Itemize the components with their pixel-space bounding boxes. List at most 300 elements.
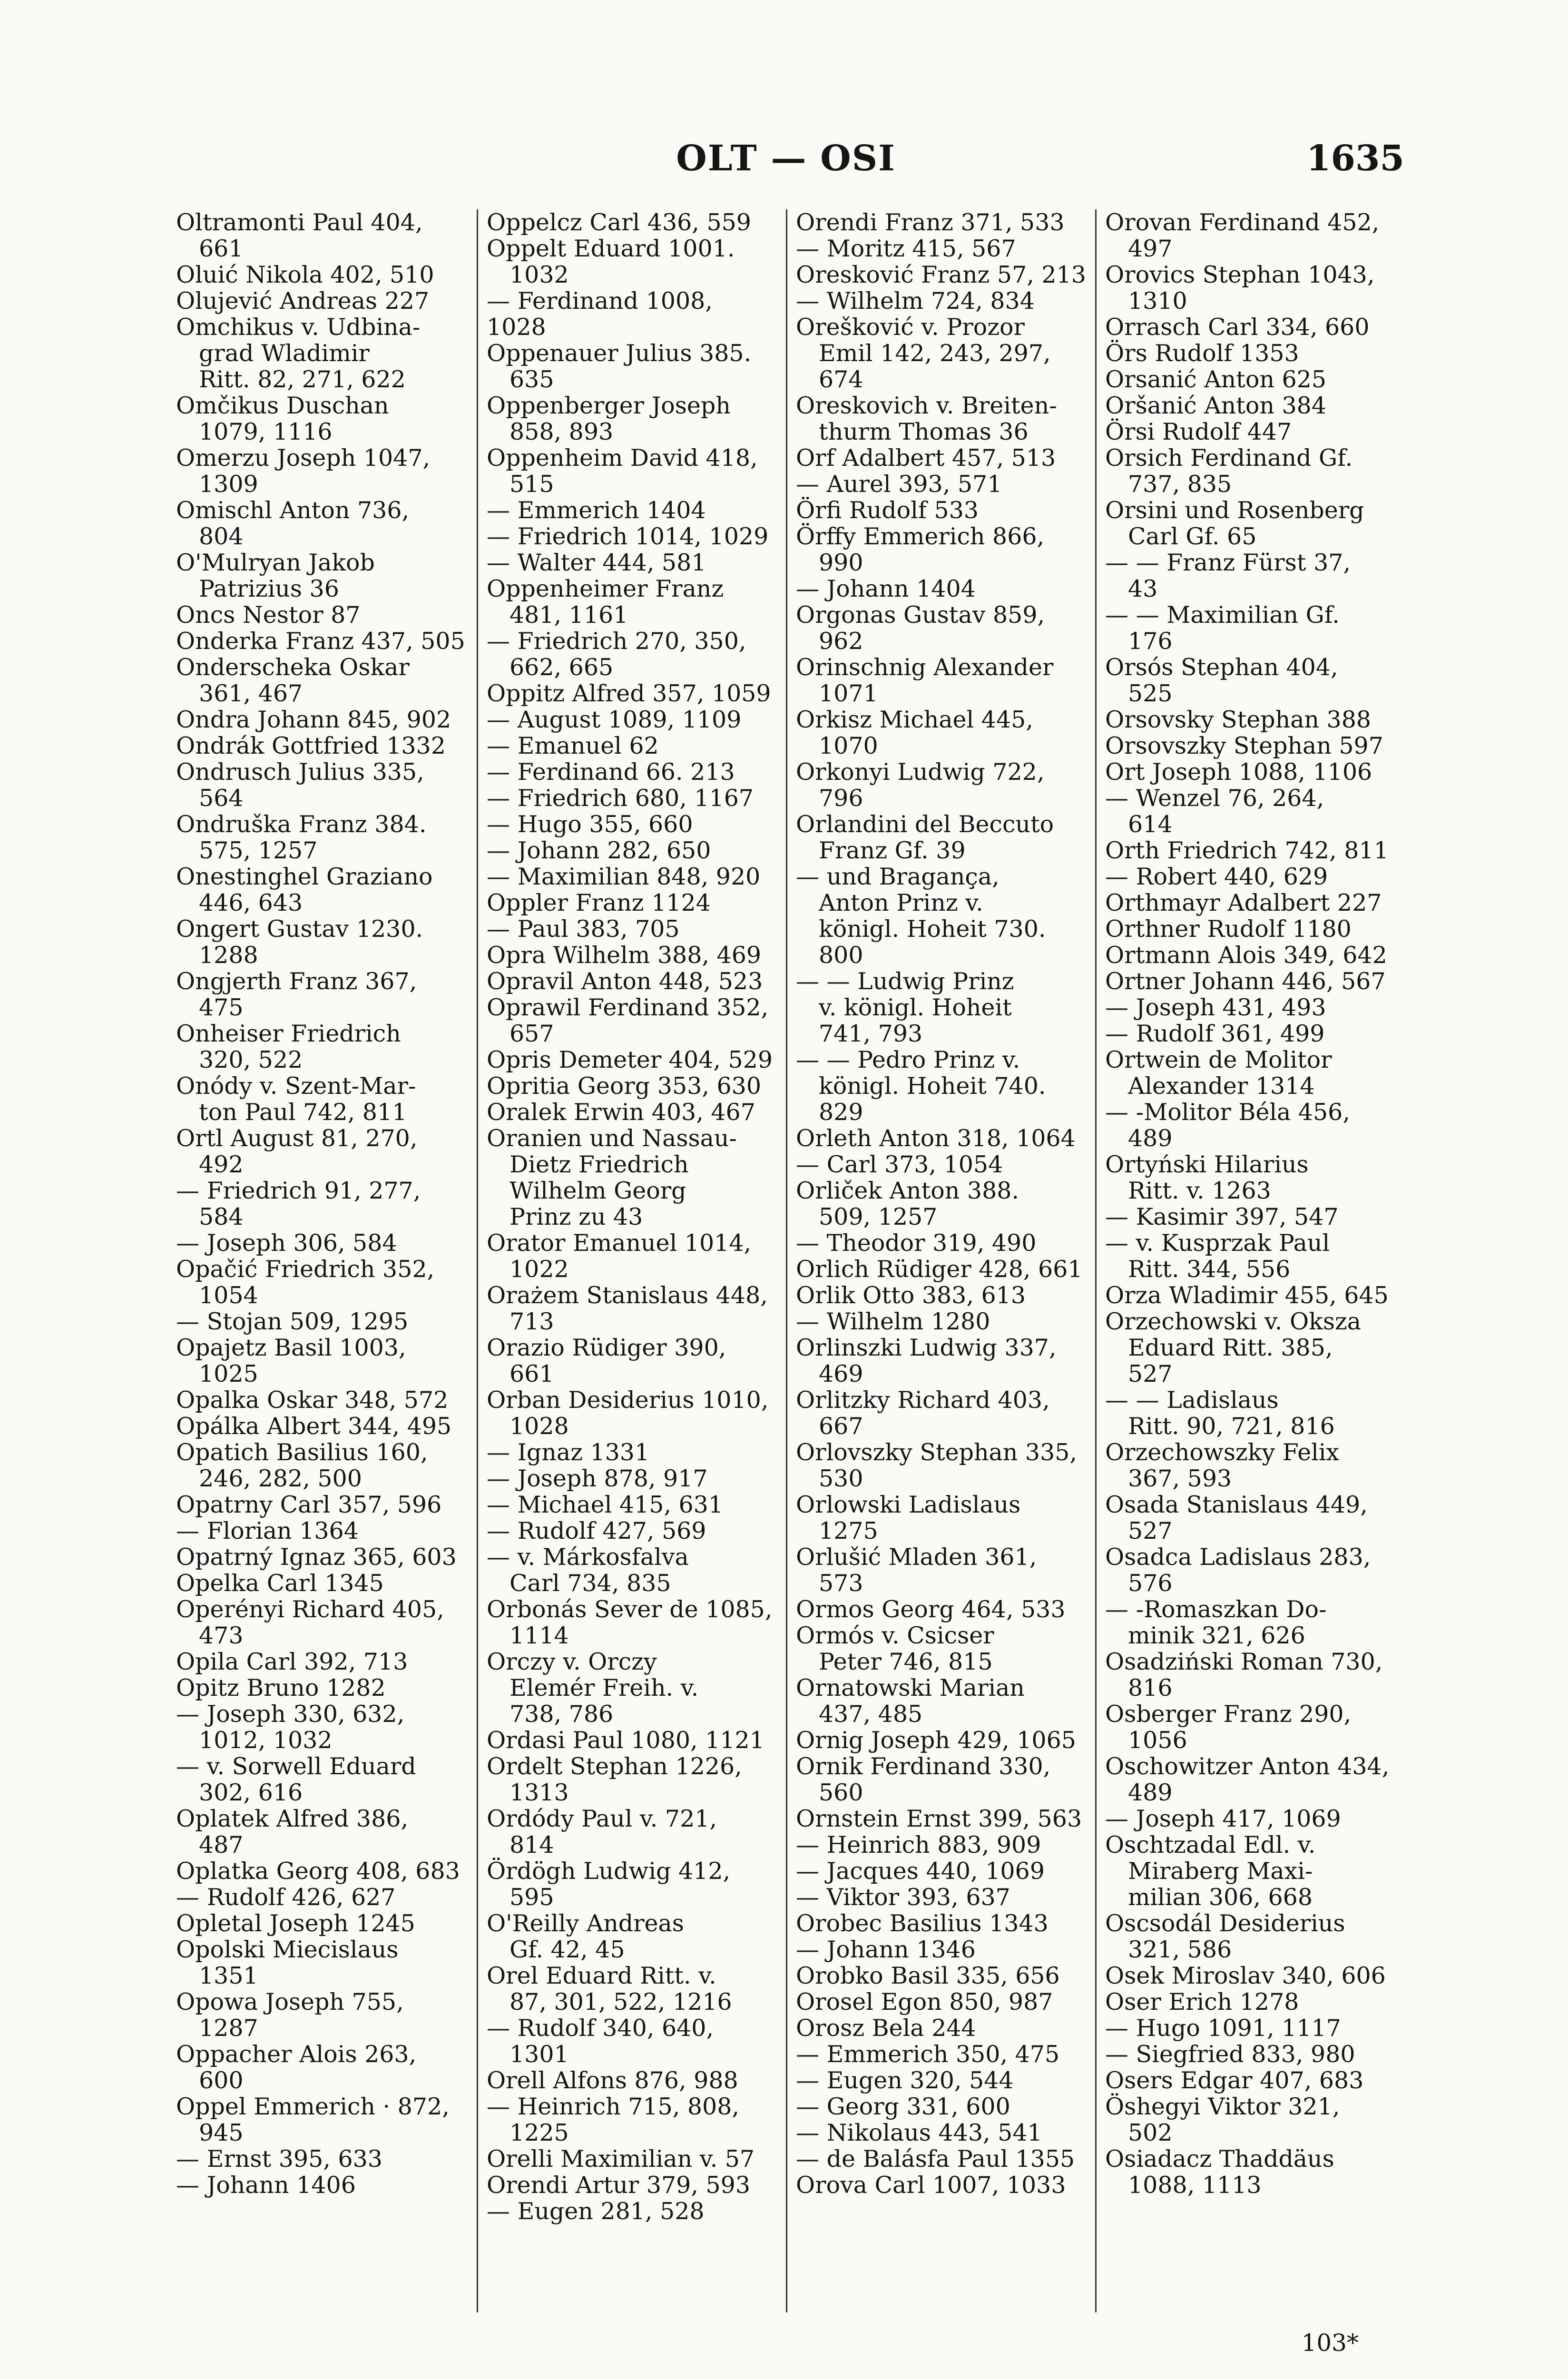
index-entry: 176 — [1128, 628, 1173, 655]
index-entry: — Joseph 330, 632, — [176, 1701, 405, 1728]
index-entry: 584 — [199, 1203, 244, 1230]
index-entry: Orliček Anton 388. — [796, 1177, 1019, 1204]
index-entry: Ördögh Ludwig 412, — [487, 1858, 731, 1885]
index-entry: Örsi Rudolf 447 — [1105, 418, 1292, 445]
index-entry: 527 — [1128, 1360, 1173, 1387]
index-entry: 1313 — [510, 1779, 569, 1806]
index-entry: 741, 793 — [819, 1020, 923, 1047]
index-entry: — Emmerich 350, 475 — [796, 2041, 1060, 2068]
index-entry: Oppenheimer Franz — [487, 575, 724, 602]
index-entry: Opálka Albert 344, 495 — [176, 1413, 452, 1440]
index-entry: Onheiser Friedrich — [176, 1020, 401, 1047]
index-entry: 87, 301, 522, 1216 — [510, 1988, 732, 2015]
index-entry: Oppenberger Joseph — [487, 392, 731, 419]
index-entry: — Ernst 395, 633 — [176, 2145, 382, 2173]
index-entry: 945 — [199, 2119, 244, 2146]
index-entry: Oncs Nestor 87 — [176, 601, 361, 629]
index-entry: Orrasch Carl 334, 660 — [1105, 314, 1370, 341]
index-entry: 1054 — [199, 1282, 258, 1309]
index-entry: Ornik Ferdinand 330, — [796, 1753, 1051, 1780]
index-entry: königl. Hoheit 740. — [819, 1072, 1046, 1100]
index-entry: 43 — [1128, 575, 1158, 602]
index-entry: Orthner Rudolf 1180 — [1105, 915, 1352, 943]
index-entry: 662, 665 — [510, 654, 614, 681]
index-entry: 804 — [199, 523, 244, 550]
index-entry: — Paul 383, 705 — [487, 915, 680, 943]
index-entry: 816 — [1128, 1674, 1173, 1701]
page-number: 1635 — [1306, 138, 1404, 179]
index-entry: 614 — [1128, 811, 1173, 838]
index-entry: Oralek Erwin 403, 467 — [487, 1099, 755, 1126]
index-entry: — -Molitor Béla 456, — [1105, 1099, 1350, 1126]
index-entry: — -Romaszkan Do- — [1105, 1596, 1327, 1623]
index-entry: Ortwein de Molitor — [1105, 1046, 1332, 1073]
index-entry: Orf Adalbert 457, 513 — [796, 444, 1056, 472]
index-entry: Oschtzadal Edl. v. — [1105, 1831, 1316, 1858]
index-entry: — Robert 440, 629 — [1105, 863, 1328, 890]
index-entry: — Rudolf 361, 499 — [1105, 1020, 1325, 1047]
index-entry: Alexander 1314 — [1128, 1072, 1315, 1100]
index-entry: Ordasi Paul 1080, 1121 — [487, 1727, 764, 1754]
index-entry: milian 306, 668 — [1128, 1884, 1313, 1911]
index-entry: Orovics Stephan 1043, — [1105, 261, 1375, 288]
index-entry: — Emanuel 62 — [487, 732, 659, 759]
index-entry: Orlandini del Beccuto — [796, 811, 1054, 838]
index-entry: — Johann 282, 650 — [487, 837, 711, 864]
index-entry: thurm Thomas 36 — [819, 418, 1029, 445]
index-entry: — Wilhelm 724, 834 — [796, 287, 1035, 315]
index-entry: Omchikus v. Udbina- — [176, 314, 421, 341]
index-entry: 573 — [819, 1570, 863, 1597]
index-entry: Oprawil Ferdinand 352, — [487, 994, 769, 1021]
index-entry: 564 — [199, 785, 244, 812]
index-entry: 575, 1257 — [199, 837, 318, 864]
index-entry: minik 321, 626 — [1128, 1622, 1305, 1649]
index-entry: 814 — [510, 1831, 554, 1858]
index-entry: — v. Sorwell Eduard — [176, 1753, 416, 1780]
index-entry: Onderscheka Oskar — [176, 654, 410, 681]
index-entry: Oplatek Alfred 386, — [176, 1805, 409, 1832]
index-entry: Orendi Franz 371, 533 — [796, 209, 1065, 236]
index-entry: 525 — [1128, 680, 1173, 707]
index-entry: Örs Rudolf 1353 — [1105, 340, 1299, 367]
index-entry: Oppelt Eduard 1001. — [487, 235, 735, 262]
index-entry: — Emmerich 1404 — [487, 497, 706, 524]
index-entry: Ort Joseph 1088, 1106 — [1105, 758, 1372, 786]
index-entry: — Maximilian 848, 920 — [487, 863, 761, 890]
index-entry: Ortyński Hilarius — [1105, 1151, 1309, 1178]
index-entry: Opelka Carl 1345 — [176, 1570, 384, 1597]
index-entry: Orlušić Mladen 361, — [796, 1543, 1037, 1571]
index-entry: — — Ladislaus — [1105, 1386, 1279, 1414]
index-entry: Orzechowszky Felix — [1105, 1439, 1340, 1466]
index-entry: — Viktor 393, 637 — [796, 1884, 1010, 1911]
index-entry: Örfi Rudolf 533 — [796, 497, 979, 524]
index-entry: Oluić Nikola 402, 510 — [176, 261, 434, 288]
index-entry: 530 — [819, 1465, 863, 1492]
index-entry: 489 — [1128, 1779, 1173, 1806]
index-entry: — Aurel 393, 571 — [796, 471, 1002, 498]
index-entry: 1079, 1116 — [199, 418, 333, 445]
index-entry: — Theodor 319, 490 — [796, 1229, 1037, 1257]
index-entry: — Wilhelm 1280 — [796, 1308, 990, 1335]
index-entry: Orsovsky Stephan 388 — [1105, 706, 1372, 733]
index-entry: Orova Carl 1007, 1033 — [796, 2172, 1066, 2199]
index-entry: Opolski Miecislaus — [176, 1936, 399, 1963]
index-entry: Orthmayr Adalbert 227 — [1105, 889, 1382, 916]
index-entry: Orgonas Gustav 859, — [796, 601, 1045, 629]
index-entry: Orczy v. Orczy — [487, 1648, 657, 1675]
index-entry: Opowa Joseph 755, — [176, 1988, 404, 2015]
index-entry: 595 — [510, 1884, 554, 1911]
index-entry: Ormos Georg 464, 533 — [796, 1596, 1066, 1623]
index-entry: 738, 786 — [510, 1701, 614, 1728]
index-entry: Ordódy Paul v. 721, — [487, 1805, 717, 1832]
index-entry: 1071 — [819, 680, 878, 707]
index-entry: Ortl August 81, 270, — [176, 1125, 418, 1152]
index-entry: Gf. 42, 45 — [510, 1936, 625, 1963]
index-entry: Osadziński Roman 730, — [1105, 1648, 1383, 1675]
index-entry: Orendi Artur 379, 593 — [487, 2172, 751, 2199]
index-entry: Orlich Rüdiger 428, 661 — [796, 1256, 1083, 1283]
index-entry: ton Paul 742, 811 — [199, 1099, 407, 1126]
index-entry: Örffy Emmerich 866, — [796, 523, 1045, 550]
index-entry: — Nikolaus 443, 541 — [796, 2119, 1042, 2146]
index-entry: Orobec Basilius 1343 — [796, 1910, 1049, 1937]
index-entry: — — Franz Fürst 37, — [1105, 549, 1351, 576]
index-entry: — Kasimir 397, 547 — [1105, 1203, 1339, 1230]
index-entry: — Friedrich 91, 277, — [176, 1177, 421, 1204]
index-entry: Opalka Oskar 348, 572 — [176, 1386, 449, 1414]
index-entry: — — Pedro Prinz v. — [796, 1046, 1020, 1073]
index-entry: — Johann 1406 — [176, 2172, 356, 2199]
index-entry: Orza Wladimir 455, 645 — [1105, 1282, 1389, 1309]
index-entry: Ortmann Alois 349, 642 — [1105, 942, 1387, 969]
index-entry: 1070 — [819, 732, 878, 759]
index-entry: königl. Hoheit 730. — [819, 915, 1046, 943]
index-entry: — Rudolf 426, 627 — [176, 1884, 396, 1911]
index-entry: 800 — [819, 942, 863, 969]
index-entry: Omischl Anton 736, — [176, 497, 410, 524]
index-entry: Wilhelm Georg — [510, 1177, 686, 1204]
index-entry: 829 — [819, 1099, 863, 1126]
index-entry: 560 — [819, 1779, 863, 1806]
index-entry: — Ferdinand 66. 213 — [487, 758, 735, 786]
index-entry: — Wenzel 76, 264, — [1105, 785, 1324, 812]
index-entry: Orleth Anton 318, 1064 — [796, 1125, 1076, 1152]
index-entry: Opris Demeter 404, 529 — [487, 1046, 773, 1073]
index-entry: — Joseph 431, 493 — [1105, 994, 1326, 1021]
index-entry: Öshegyi Viktor 321, — [1105, 2093, 1340, 2120]
index-entry: Opajetz Basil 1003, — [176, 1334, 406, 1361]
index-entry: — Jacques 440, 1069 — [796, 1858, 1045, 1885]
index-entry: Ormós v. Csicser — [796, 1622, 994, 1649]
index-entry: Oranien und Nassau- — [487, 1125, 737, 1152]
index-entry: Ondruška Franz 384. — [176, 811, 427, 838]
index-entry: Orell Alfons 876, 988 — [487, 2067, 738, 2094]
index-entry: Orazio Rüdiger 390, — [487, 1334, 726, 1361]
index-entry: Onderka Franz 437, 505 — [176, 628, 465, 655]
index-entry: 475 — [199, 994, 244, 1021]
index-entry: Elemér Freih. v. — [510, 1674, 699, 1701]
index-entry: Orešković v. Prozor — [796, 314, 1025, 341]
index-entry: Carl Gf. 65 — [1128, 523, 1257, 550]
index-entry: 737, 835 — [1128, 471, 1232, 498]
index-entry: 302, 616 — [199, 1779, 303, 1806]
index-entry: 489 — [1128, 1125, 1173, 1152]
index-entry: 635 — [510, 366, 554, 393]
index-entry: 1032 — [510, 261, 569, 288]
index-entry: Oppitz Alfred 357, 1059 — [487, 680, 771, 707]
index-entry: — Florian 1364 — [176, 1517, 359, 1544]
index-entry: Orosel Egon 850, 987 — [796, 1988, 1053, 2015]
index-entry: 1309 — [199, 471, 258, 498]
index-entry: Ondrák Gottfried 1332 — [176, 732, 446, 759]
index-entry: 446, 643 — [199, 889, 303, 916]
index-entry: 661 — [199, 235, 244, 262]
index-entry: — Friedrich 1014, 1029 — [487, 523, 769, 550]
index-entry: Emil 142, 243, 297, — [819, 340, 1051, 367]
column-3 — [786, 209, 1095, 2312]
index-entry: grad Wladimir — [199, 340, 370, 367]
index-entry: Omerzu Joseph 1047, — [176, 444, 431, 472]
index-entry: Dietz Friedrich — [510, 1151, 689, 1178]
index-entry: Orth Friedrich 742, 811 — [1105, 837, 1389, 864]
index-entry: 1022 — [510, 1256, 569, 1283]
index-entry: Osiadacz Thaddäus — [1105, 2145, 1334, 2173]
index-entry: Ondra Johann 845, 902 — [176, 706, 451, 733]
index-entry: Opletal Joseph 1245 — [176, 1910, 415, 1937]
index-entry: Orsós Stephan 404, — [1105, 654, 1338, 681]
index-entry: — Rudolf 340, 640, — [487, 2015, 714, 2042]
index-entry: Oppel Emmerich · 872, — [176, 2093, 450, 2120]
index-entry: 796 — [819, 785, 863, 812]
index-entry: Eduard Ritt. 385, — [1128, 1334, 1333, 1361]
index-entry: Oršanić Anton 384 — [1105, 392, 1326, 419]
index-entry: 487 — [199, 1831, 244, 1858]
index-entry: — Ignaz 1331 — [487, 1439, 650, 1466]
index-entry: — Hugo 355, 660 — [487, 811, 693, 838]
index-entry: Carl 734, 835 — [510, 1570, 671, 1597]
index-entry: 1025 — [199, 1360, 258, 1387]
index-entry: — Hugo 1091, 1117 — [1105, 2015, 1341, 2042]
index-entry: 361, 467 — [199, 680, 303, 707]
index-entry: 1351 — [199, 1962, 258, 1989]
index-entry: Oppenheim David 418, — [487, 444, 758, 472]
index-entry: 502 — [1128, 2119, 1173, 2146]
index-entry: Orlik Otto 383, 613 — [796, 1282, 1026, 1309]
index-entry: 1012, 1032 — [199, 1727, 333, 1754]
index-entry: Orban Desiderius 1010, — [487, 1386, 769, 1414]
index-entry: 1288 — [199, 942, 258, 969]
index-entry: O'Reilly Andreas — [487, 1910, 684, 1937]
index-entry: Orażem Stanislaus 448, — [487, 1282, 768, 1309]
index-entry: — Georg 331, 600 — [796, 2093, 1010, 2120]
index-entry: Oscsodál Desiderius — [1105, 1910, 1345, 1937]
index-entry: — Walter 444, 581 — [487, 549, 706, 576]
index-entry: — Joseph 417, 1069 — [1105, 1805, 1341, 1832]
index-entry: 1287 — [199, 2015, 258, 2042]
index-entry: Opra Wilhelm 388, 469 — [487, 942, 762, 969]
index-entry: Ortner Johann 446, 567 — [1105, 968, 1386, 995]
index-entry: — Stojan 509, 1295 — [176, 1308, 409, 1335]
page-title: OLT — OSI — [676, 138, 896, 179]
signature-mark: 103* — [1301, 2329, 1359, 2357]
index-entry: Omčikus Duschan — [176, 392, 389, 419]
index-entry: Orosz Bela 244 — [796, 2015, 976, 2042]
index-entry: Orsovszky Stephan 597 — [1105, 732, 1383, 759]
index-entry: Orator Emanuel 1014, — [487, 1229, 752, 1257]
index-entry: Opravil Anton 448, 523 — [487, 968, 763, 995]
index-entry: 1056 — [1128, 1727, 1187, 1754]
index-entry: — Friedrich 680, 1167 — [487, 785, 754, 812]
index-entry: 497 — [1128, 235, 1173, 262]
index-entry: — Eugen 320, 544 — [796, 2067, 1014, 2094]
index-entry: Osek Miroslav 340, 606 — [1105, 1962, 1386, 1989]
index-entry: Operényi Richard 405, — [176, 1596, 444, 1623]
index-entry: Orkonyi Ludwig 722, — [796, 758, 1045, 786]
column-1 — [167, 209, 477, 2312]
index-entry: 1114 — [510, 1622, 569, 1649]
index-entry: 321, 586 — [1128, 1936, 1232, 1963]
index-entry: Onódy v. Szent-Mar- — [176, 1072, 416, 1100]
index-entry: — — Maximilian Gf. — [1105, 601, 1340, 629]
index-entry: Ritt. 90, 721, 816 — [1128, 1413, 1335, 1440]
index-entry: Oser Erich 1278 — [1105, 1988, 1299, 2015]
index-entry: Osada Stanislaus 449, — [1105, 1491, 1368, 1518]
index-entry: 367, 593 — [1128, 1465, 1232, 1492]
index-entry: — und Bragança, — [796, 863, 1000, 890]
index-entry: — Joseph 878, 917 — [487, 1465, 708, 1492]
index-entry: 515 — [510, 471, 554, 498]
index-entry: Olujević Andreas 227 — [176, 287, 430, 315]
index-entry: Orlowski Ladislaus — [796, 1491, 1021, 1518]
index-entry: Opatrný Ignaz 365, 603 — [176, 1543, 457, 1571]
column-2 — [477, 209, 786, 2312]
index-entry: — v. Márkosfalva — [487, 1543, 689, 1571]
index-entry: Oppenauer Julius 385. — [487, 340, 752, 367]
index-entry: 661 — [510, 1360, 554, 1387]
page-header — [167, 138, 1404, 195]
index-entry: Orlinszki Ludwig 337, — [796, 1334, 1057, 1361]
index-entry: — Ferdinand 1008, 1028 — [487, 287, 713, 341]
index-entry: 246, 282, 500 — [199, 1465, 362, 1492]
index-entry: 657 — [510, 1020, 554, 1047]
index-entry: Prinz zu 43 — [510, 1203, 643, 1230]
index-entry: Ornig Joseph 429, 1065 — [796, 1727, 1076, 1754]
index-entry: Oreskovich v. Breiten- — [796, 392, 1057, 419]
index-entry: Oppelcz Carl 436, 559 — [487, 209, 751, 236]
index-entry: Oppler Franz 1124 — [487, 889, 711, 916]
index-entry: Miraberg Maxi- — [1128, 1858, 1313, 1885]
index-entry: 1088, 1113 — [1128, 2172, 1262, 2199]
index-entry: Orsanić Anton 625 — [1105, 366, 1326, 393]
index-entry: Ongert Gustav 1230. — [176, 915, 423, 943]
index-entry: Opatrny Carl 357, 596 — [176, 1491, 442, 1518]
index-entry: 962 — [819, 628, 863, 655]
index-entry: — Johann 1346 — [796, 1936, 976, 1963]
index-entry: — — Ludwig Prinz — [796, 968, 1014, 995]
index-entry: Franz Gf. 39 — [819, 837, 966, 864]
index-entry: Ordelt Stephan 1226, — [487, 1753, 742, 1780]
index-entry: Patrizius 36 — [199, 575, 339, 602]
index-entry: 858, 893 — [510, 418, 614, 445]
index-entry: Osberger Franz 290, — [1105, 1701, 1352, 1728]
index-entry: 1225 — [510, 2119, 569, 2146]
index-entry: Onestinghel Graziano — [176, 863, 433, 890]
index-entry: 1275 — [819, 1517, 878, 1544]
index-entry: 320, 522 — [199, 1046, 303, 1073]
index-entry: Osadca Ladislaus 283, — [1105, 1543, 1371, 1571]
index-entry: Ornstein Ernst 399, 563 — [796, 1805, 1082, 1832]
column-4 — [1095, 209, 1404, 2312]
index-entry: — Eugen 281, 528 — [487, 2198, 705, 2225]
index-entry: 492 — [199, 1151, 244, 1178]
index-entry: — Siegfried 833, 980 — [1105, 2041, 1355, 2068]
index-entry: Ongjerth Franz 367, — [176, 968, 417, 995]
index-entry: 667 — [819, 1413, 863, 1440]
index-entry: 600 — [199, 2067, 244, 2094]
index-entry: — Joseph 306, 584 — [176, 1229, 397, 1257]
index-entry: 990 — [819, 549, 863, 576]
index-entry: — Moritz 415, 567 — [796, 235, 1016, 262]
index-entry: Ornatowski Marian — [796, 1674, 1025, 1701]
index-entry: Opila Carl 392, 713 — [176, 1648, 408, 1675]
index-entry: Orinschnig Alexander — [796, 654, 1054, 681]
index-entry: Oplatka Georg 408, 683 — [176, 1858, 460, 1885]
index-entry: Orsich Ferdinand Gf. — [1105, 444, 1353, 472]
index-entry: — Heinrich 883, 909 — [796, 1831, 1041, 1858]
index-entry: Orovan Ferdinand 452, — [1105, 209, 1380, 236]
index-entry: Osers Edgar 407, 683 — [1105, 2067, 1364, 2094]
index-entry: Oppacher Alois 263, — [176, 2041, 417, 2068]
index-entry: Orlitzky Richard 403, — [796, 1386, 1050, 1414]
index-entry: Opačić Friedrich 352, — [176, 1256, 435, 1283]
index-entry: Opitz Bruno 1282 — [176, 1674, 386, 1701]
index-entry: 576 — [1128, 1570, 1173, 1597]
index-entry: Opatich Basilius 160, — [176, 1439, 428, 1466]
index-entry: — August 1089, 1109 — [487, 706, 742, 733]
index-columns — [167, 209, 1404, 2312]
index-entry: 469 — [819, 1360, 863, 1387]
index-entry: Ritt. 344, 556 — [1128, 1256, 1291, 1283]
index-entry: Anton Prinz v. — [819, 889, 983, 916]
index-entry: 1028 — [510, 1413, 569, 1440]
index-entry: Opritia Georg 353, 630 — [487, 1072, 761, 1100]
index-entry: — Carl 373, 1054 — [796, 1151, 1003, 1178]
index-entry: v. königl. Hoheit — [819, 994, 1012, 1021]
index-entry: O'Mulryan Jakob — [176, 549, 375, 576]
index-entry: Orbonás Sever de 1085, — [487, 1596, 773, 1623]
index-entry: Peter 746, 815 — [819, 1648, 993, 1675]
index-entry: Oltramonti Paul 404, — [176, 209, 423, 236]
index-entry: Oschowitzer Anton 434, — [1105, 1753, 1390, 1780]
index-entry: — v. Kusprzak Paul — [1105, 1229, 1330, 1257]
index-entry: — Johann 1404 — [796, 575, 976, 602]
index-entry: 473 — [199, 1622, 244, 1649]
index-entry: — Heinrich 715, 808, — [487, 2093, 739, 2120]
index-entry: Orobko Basil 335, 656 — [796, 1962, 1060, 1989]
index-entry: — Michael 415, 631 — [487, 1491, 724, 1518]
index-entry: 674 — [819, 366, 863, 393]
index-entry: Ritt. 82, 271, 622 — [199, 366, 406, 393]
index-entry: 713 — [510, 1308, 554, 1335]
index-entry: 527 — [1128, 1517, 1173, 1544]
index-entry: Orsini und Rosenberg — [1105, 497, 1364, 524]
index-entry: 481, 1161 — [510, 601, 628, 629]
index-entry: — Friedrich 270, 350, — [487, 628, 746, 655]
index-entry: Orelli Maximilian v. 57 — [487, 2145, 755, 2173]
